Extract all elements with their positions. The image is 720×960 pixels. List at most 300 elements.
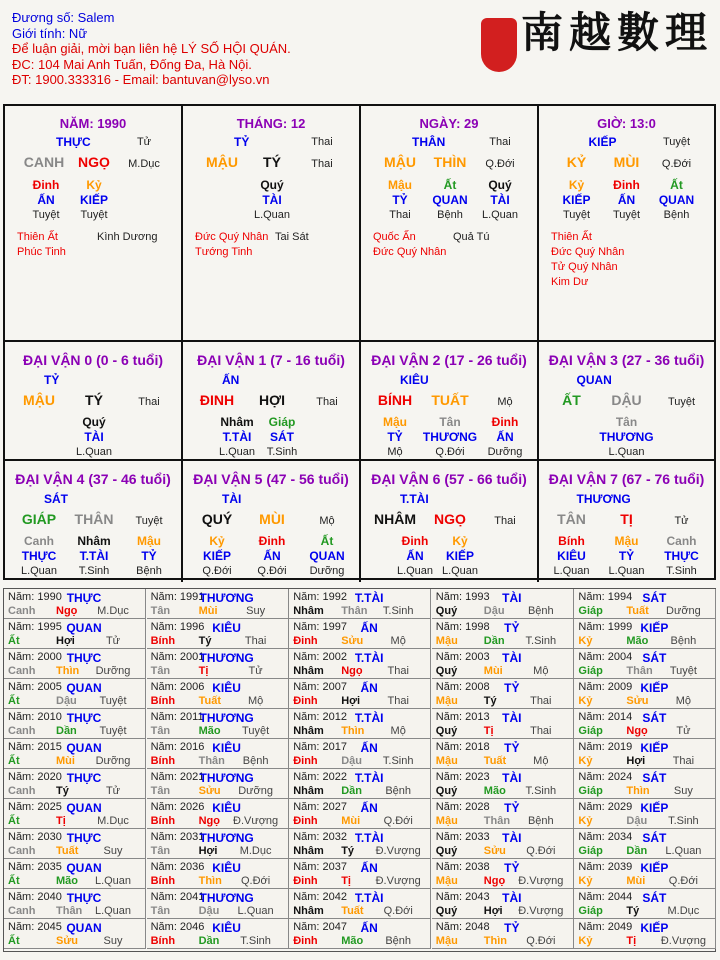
dv-hidden-can: Canh bbox=[24, 534, 54, 548]
dv-hidden-can: Mậu bbox=[614, 534, 639, 548]
pillar-title: NĂM: 1990 bbox=[59, 116, 127, 131]
year-can: Kỷ bbox=[578, 635, 593, 647]
year-cell bbox=[574, 589, 716, 619]
year-truong-sinh: Thai bbox=[530, 695, 552, 707]
than-sat: Phúc Tinh bbox=[17, 246, 66, 258]
thap-than: TỶ bbox=[234, 135, 250, 149]
than-sat: Kim Dư bbox=[551, 276, 589, 288]
year-can: Nhâm bbox=[293, 785, 324, 797]
year-thap-than: ẤN bbox=[360, 681, 378, 695]
year-chi: Tý bbox=[56, 785, 69, 797]
dai-van-title: ĐẠI VẬN 4 (37 - 46 tuổi) bbox=[15, 471, 171, 487]
year-can: Giáp bbox=[578, 665, 603, 677]
dai-van-title: ĐẠI VẬN 6 (57 - 66 tuổi) bbox=[371, 471, 527, 487]
year-truong-sinh: Tuyệt bbox=[99, 725, 127, 737]
dia-chi: TÝ bbox=[263, 154, 281, 170]
than-sat: Kình Dương bbox=[97, 231, 158, 243]
year-can: Tân bbox=[150, 665, 171, 677]
year-label: Năm: 2017 bbox=[293, 741, 347, 753]
year-truong-sinh: Bệnh bbox=[670, 635, 697, 647]
annual-table bbox=[3, 588, 716, 952]
year-thap-than: SÁT bbox=[642, 831, 667, 845]
dv-hidden-ts: L.Quan bbox=[75, 446, 113, 458]
year-truong-sinh: Tử bbox=[105, 635, 121, 647]
seal-stamp bbox=[481, 18, 517, 72]
year-can: Tân bbox=[150, 725, 171, 737]
year-truong-sinh: Đ.Vượng bbox=[518, 875, 564, 887]
year-cell bbox=[574, 739, 716, 769]
year-thap-than: T.TÀI bbox=[354, 591, 384, 605]
year-label: Năm: 2029 bbox=[578, 801, 633, 813]
dv-hidden-ts: T.Sinh bbox=[266, 446, 298, 458]
year-thap-than: TỶ bbox=[504, 861, 520, 875]
year-label: Năm: 2003 bbox=[435, 651, 490, 663]
hidden-truong-sinh: Bệnh bbox=[663, 209, 690, 221]
year-cell bbox=[147, 769, 289, 799]
year-label: Năm: 2044 bbox=[578, 891, 633, 903]
than-sat: Quả Tú bbox=[453, 231, 490, 243]
dv-hidden-ts: Q.Đới bbox=[202, 565, 232, 577]
year-chi: Thìn bbox=[56, 665, 80, 677]
year-cell bbox=[147, 649, 289, 679]
year-label: Năm: 2032 bbox=[293, 831, 347, 843]
year-chi: Mùi bbox=[56, 755, 75, 767]
year-can: Quý bbox=[435, 905, 458, 917]
year-truong-sinh: M.Dục bbox=[97, 605, 129, 617]
year-cell bbox=[574, 679, 716, 709]
hidden-can: Đinh bbox=[32, 178, 60, 192]
year-truong-sinh: T.Sinh bbox=[382, 605, 414, 617]
year-thap-than: THƯƠNG bbox=[199, 771, 254, 785]
year-cell bbox=[147, 799, 289, 829]
year-truong-sinh: T.Sinh bbox=[525, 635, 557, 647]
year-can: Mậu bbox=[435, 935, 458, 947]
dv-hidden-can: Quý bbox=[82, 415, 106, 429]
dv-hidden-thap: T.TÀI bbox=[79, 549, 109, 563]
year-label: Năm: 2034 bbox=[578, 831, 633, 843]
year-truong-sinh: Mộ bbox=[390, 635, 406, 647]
year-truong-sinh: Đ.Vượng bbox=[518, 905, 564, 917]
year-label: Năm: 1997 bbox=[293, 621, 347, 633]
dv-chi: HỢI bbox=[259, 392, 285, 408]
year-truong-sinh: Q.Đới bbox=[383, 815, 413, 827]
year-thap-than: KIÊU bbox=[212, 921, 241, 935]
year-chi: Thìn bbox=[341, 725, 365, 737]
year-cell bbox=[4, 649, 146, 679]
year-can: Quý bbox=[435, 605, 458, 617]
dv-thap-than: T.TÀI bbox=[400, 492, 429, 506]
hidden-thap-than: ẤN bbox=[617, 193, 636, 207]
dv-hidden-ts: Mộ bbox=[387, 446, 403, 458]
thien-can: CANH bbox=[23, 154, 65, 170]
dv-hidden-ts: L.Quan bbox=[608, 565, 645, 577]
year-thap-than: TỶ bbox=[504, 621, 520, 635]
dai-van-cell bbox=[539, 342, 714, 461]
year-label: Năm: 2015 bbox=[8, 741, 62, 753]
duong-so: Đương số: Salem bbox=[12, 10, 115, 25]
year-chi: Sửu bbox=[483, 845, 506, 857]
year-label: Năm: 2008 bbox=[435, 681, 490, 693]
year-label: Năm: 2023 bbox=[435, 771, 490, 783]
year-chi: Tị bbox=[341, 875, 351, 887]
year-thap-than: KIÊU bbox=[212, 621, 241, 635]
year-cell bbox=[147, 859, 289, 889]
year-truong-sinh: Q.Đới bbox=[240, 875, 271, 887]
year-cell bbox=[574, 799, 716, 829]
year-cell bbox=[432, 649, 574, 679]
dai-van-cell bbox=[361, 342, 539, 461]
year-truong-sinh: Tử bbox=[105, 785, 121, 797]
dv-hidden-can: Mậu bbox=[383, 415, 407, 429]
year-label: Năm: 1991 bbox=[150, 591, 205, 603]
dv-hidden-thap: THỰC bbox=[664, 549, 699, 563]
year-cell bbox=[289, 619, 431, 649]
year-thap-than: KIẾP bbox=[640, 861, 669, 875]
year-chi: Mùi bbox=[626, 875, 646, 887]
year-thap-than: TỶ bbox=[504, 681, 520, 695]
dv-hidden-thap: THƯƠNG bbox=[599, 430, 654, 444]
year-chi: Ngọ bbox=[626, 725, 648, 737]
year-label: Năm: 2005 bbox=[8, 681, 62, 693]
year-thap-than: ẤN bbox=[360, 741, 378, 755]
year-thap-than: T.TÀI bbox=[354, 651, 384, 665]
year-can: Giáp bbox=[578, 845, 603, 857]
year-chi: Mão bbox=[626, 635, 649, 647]
year-cell bbox=[4, 589, 146, 619]
hidden-thap-than: QUAN bbox=[432, 193, 468, 207]
thien-can: MẬU bbox=[384, 154, 416, 170]
year-truong-sinh: Q.Đới bbox=[526, 845, 556, 857]
year-can: Mậu bbox=[435, 635, 458, 647]
dv-hidden-ts: L.Quan bbox=[20, 565, 58, 577]
year-cell bbox=[289, 739, 431, 769]
year-truong-sinh: Q.Đới bbox=[526, 935, 556, 947]
year-chi: Sửu bbox=[626, 695, 649, 707]
year-label: Năm: 2041 bbox=[150, 891, 205, 903]
year-thap-than: THỰC bbox=[66, 651, 102, 665]
year-cell bbox=[4, 679, 146, 709]
year-thap-than: KIÊU bbox=[212, 801, 241, 815]
year-thap-than: TỶ bbox=[504, 921, 520, 935]
dv-thap-than: KIÊU bbox=[400, 373, 429, 387]
year-chi: Dần bbox=[626, 845, 648, 857]
year-truong-sinh: Q.Đới bbox=[383, 905, 413, 917]
year-cell bbox=[4, 739, 146, 769]
than-sat: Quốc Ấn bbox=[373, 231, 416, 243]
pillar-cell bbox=[539, 106, 714, 342]
dv-truong-sinh: Mộ bbox=[319, 515, 335, 527]
year-can: Nhâm bbox=[293, 605, 324, 617]
year-truong-sinh: Mộ bbox=[533, 755, 549, 767]
year-can: Quý bbox=[435, 725, 458, 737]
hidden-can: Quý bbox=[260, 178, 284, 192]
hidden-truong-sinh: Tuyệt bbox=[32, 209, 60, 221]
year-truong-sinh: T.Sinh bbox=[668, 815, 699, 827]
dv-hidden-ts: L.Quan bbox=[218, 446, 256, 458]
year-can: Kỷ bbox=[578, 755, 593, 767]
hidden-truong-sinh: L.Quan bbox=[253, 209, 291, 221]
year-chi: Thân bbox=[56, 905, 83, 917]
hidden-can: Mậu bbox=[388, 178, 412, 192]
year-label: Năm: 2014 bbox=[578, 711, 633, 723]
year-label: Năm: 1992 bbox=[293, 591, 347, 603]
year-truong-sinh: Suy bbox=[673, 785, 693, 797]
hidden-thap-than: TÀI bbox=[262, 193, 282, 207]
than-sat: Tử Quý Nhân bbox=[551, 261, 618, 273]
dv-chi: TUẤT bbox=[431, 392, 469, 408]
year-truong-sinh: Bệnh bbox=[527, 605, 554, 617]
year-label: Năm: 1995 bbox=[8, 621, 62, 633]
year-label: Năm: 2037 bbox=[293, 861, 347, 873]
year-thap-than: KIẾP bbox=[640, 681, 669, 695]
year-label: Năm: 2038 bbox=[435, 861, 490, 873]
year-chi: Dậu bbox=[198, 905, 220, 917]
truong-sinh-chi: Thai bbox=[311, 158, 333, 170]
year-can: Bính bbox=[150, 935, 176, 947]
year-thap-than: KIẾP bbox=[640, 921, 669, 935]
year-thap-than: SÁT bbox=[642, 711, 667, 725]
year-chi: Tị bbox=[626, 935, 637, 947]
year-can: Canh bbox=[8, 725, 36, 737]
year-truong-sinh: T.Sinh bbox=[382, 755, 414, 767]
year-can: Ất bbox=[8, 635, 20, 647]
year-cell bbox=[4, 889, 146, 919]
dia-chi: MÙI bbox=[613, 154, 640, 170]
dv-can: ĐINH bbox=[199, 392, 235, 408]
year-truong-sinh: L.Quan bbox=[665, 845, 702, 857]
year-label: Năm: 2006 bbox=[150, 681, 205, 693]
year-can: Quý bbox=[435, 785, 458, 797]
year-cell bbox=[432, 679, 574, 709]
year-label: Năm: 2033 bbox=[435, 831, 490, 843]
year-truong-sinh: Bệnh bbox=[385, 935, 412, 947]
dv-hidden-thap: TỶ bbox=[141, 549, 157, 563]
year-thap-than: THỰC bbox=[66, 891, 102, 905]
dv-hidden-can: Đinh bbox=[258, 534, 286, 548]
dv-hidden-ts: Q.Đới bbox=[435, 446, 465, 458]
year-label: Năm: 2024 bbox=[578, 771, 633, 783]
dv-thap-than: TỶ bbox=[44, 373, 60, 387]
year-thap-than: T.TÀI bbox=[354, 831, 384, 845]
than-sat: Thiên Ất bbox=[551, 231, 592, 243]
dv-hidden-ts: T.Sinh bbox=[78, 565, 110, 577]
chart-grid bbox=[3, 104, 716, 580]
hidden-can: Kỷ bbox=[86, 178, 102, 192]
year-chi: Thân bbox=[626, 665, 653, 677]
dv-hidden-can: Đinh bbox=[401, 534, 429, 548]
thap-than: KIẾP bbox=[588, 135, 617, 149]
year-truong-sinh: Tuyệt bbox=[242, 725, 270, 737]
year-thap-than: ẤN bbox=[360, 801, 378, 815]
truong-sinh-chi: M.Dục bbox=[128, 158, 160, 170]
year-cell bbox=[147, 679, 289, 709]
dv-chi: DẬU bbox=[611, 392, 642, 408]
dv-truong-sinh: Thai bbox=[494, 515, 516, 527]
year-chi: Tuất bbox=[341, 905, 364, 917]
year-cell bbox=[432, 919, 574, 949]
dv-hidden-thap: KIẾP bbox=[202, 549, 232, 563]
dv-hidden-thap: QUAN bbox=[309, 549, 345, 563]
dv-can: BÍNH bbox=[377, 392, 413, 408]
year-thap-than: QUAN bbox=[66, 861, 102, 875]
year-truong-sinh: M.Dục bbox=[97, 815, 129, 827]
year-cell bbox=[289, 859, 431, 889]
than-sat: Tướng Tinh bbox=[195, 246, 253, 258]
dv-truong-sinh: Tuyệt bbox=[667, 396, 696, 408]
year-cell bbox=[147, 709, 289, 739]
year-label: Năm: 2009 bbox=[578, 681, 633, 693]
year-chi: Tuất bbox=[198, 695, 221, 707]
year-can: Mậu bbox=[435, 755, 458, 767]
hidden-truong-sinh: L.Quan bbox=[481, 209, 519, 221]
year-label: Năm: 1993 bbox=[435, 591, 490, 603]
dv-hidden-thap: SÁT bbox=[270, 430, 294, 444]
year-truong-sinh: T.Sinh bbox=[240, 935, 271, 947]
year-can: Ất bbox=[8, 815, 20, 827]
year-cell bbox=[147, 589, 289, 619]
year-label: Năm: 2020 bbox=[8, 771, 62, 783]
year-chi: Dần bbox=[56, 725, 77, 737]
year-truong-sinh: Suy bbox=[246, 605, 266, 617]
than-sat: Đức Quý Nhân bbox=[195, 231, 269, 243]
year-chi: Tý bbox=[626, 905, 640, 917]
dai-van-title: ĐẠI VẬN 0 (0 - 6 tuổi) bbox=[22, 352, 163, 368]
year-label: Năm: 2019 bbox=[578, 741, 633, 753]
year-can: Tân bbox=[150, 785, 171, 797]
dv-chi: TÝ bbox=[85, 392, 103, 408]
dv-hidden-thap: TÀI bbox=[84, 430, 104, 444]
year-chi: Dần bbox=[198, 935, 220, 947]
year-cell bbox=[147, 889, 289, 919]
year-cell bbox=[432, 619, 574, 649]
year-can: Canh bbox=[8, 845, 36, 857]
year-can: Canh bbox=[8, 605, 36, 617]
dv-hidden-can: Kỷ bbox=[452, 534, 468, 548]
pillar-cell bbox=[5, 106, 183, 342]
year-truong-sinh: Mộ bbox=[390, 725, 406, 737]
hidden-truong-sinh: Thai bbox=[389, 209, 411, 221]
dai-van-cell bbox=[5, 342, 183, 461]
year-truong-sinh: Đ.Vượng bbox=[660, 935, 706, 947]
year-chi: Sửu bbox=[56, 935, 79, 947]
year-thap-than: QUAN bbox=[66, 741, 102, 755]
year-cell bbox=[574, 889, 716, 919]
dv-truong-sinh: Thai bbox=[316, 396, 338, 408]
year-truong-sinh: Bệnh bbox=[385, 785, 412, 797]
year-truong-sinh: Tuyệt bbox=[669, 665, 697, 677]
year-chi: Tý bbox=[198, 635, 212, 647]
dv-thap-than: TÀI bbox=[222, 492, 242, 506]
year-thap-than: KIẾP bbox=[640, 801, 669, 815]
logo: 南越數理 bbox=[521, 8, 714, 57]
year-thap-than: TỶ bbox=[504, 741, 520, 755]
year-truong-sinh: Suy bbox=[103, 935, 123, 947]
year-cell bbox=[147, 739, 289, 769]
year-thap-than: THƯƠNG bbox=[199, 891, 254, 905]
year-thap-than: THỰC bbox=[66, 711, 102, 725]
year-chi: Dậu bbox=[56, 695, 77, 707]
year-label: Năm: 2047 bbox=[293, 921, 347, 933]
year-truong-sinh: L.Quan bbox=[94, 875, 132, 887]
year-thap-than: TÀI bbox=[502, 711, 522, 725]
dv-hidden-ts: Q.Đới bbox=[257, 565, 287, 577]
dv-hidden-thap: KIẾP bbox=[445, 549, 475, 563]
hidden-thap-than: QUAN bbox=[658, 193, 695, 207]
year-chi: Sửu bbox=[198, 785, 221, 797]
year-can: Giáp bbox=[578, 905, 603, 917]
dv-hidden-can: Nhâm bbox=[77, 534, 111, 548]
year-thap-than: ẤN bbox=[360, 861, 378, 875]
header bbox=[12, 10, 291, 88]
year-truong-sinh: T.Sinh bbox=[525, 785, 557, 797]
year-can: Kỷ bbox=[578, 875, 593, 887]
year-chi: Thìn bbox=[483, 935, 508, 947]
year-chi: Mão bbox=[198, 725, 221, 737]
year-label: Năm: 2039 bbox=[578, 861, 633, 873]
year-truong-sinh: Mộ bbox=[533, 665, 549, 677]
dai-van-title: ĐẠI VẬN 5 (47 - 56 tuổi) bbox=[193, 471, 349, 487]
dv-hidden-can: Giáp bbox=[268, 415, 296, 429]
year-truong-sinh: Thai bbox=[244, 635, 267, 647]
year-chi: Tuất bbox=[626, 605, 649, 617]
year-thap-than: T.TÀI bbox=[354, 891, 384, 905]
year-cell bbox=[432, 589, 574, 619]
year-cell bbox=[432, 709, 574, 739]
year-chi: Thân bbox=[483, 815, 511, 827]
year-cell bbox=[432, 769, 574, 799]
year-chi: Tị bbox=[56, 815, 66, 827]
dv-hidden-ts: Dưỡng bbox=[487, 446, 523, 458]
dv-hidden-thap: ẤN bbox=[496, 430, 514, 444]
year-label: Năm: 2031 bbox=[150, 831, 205, 843]
year-chi: Mùi bbox=[341, 815, 361, 827]
dv-can: ẤT bbox=[562, 392, 581, 408]
year-can: Tân bbox=[150, 605, 171, 617]
pillar-cell bbox=[183, 106, 361, 342]
dai-van-title: ĐẠI VẬN 2 (17 - 26 tuổi) bbox=[371, 352, 527, 368]
year-can: Giáp bbox=[578, 725, 603, 737]
year-can: Đinh bbox=[293, 815, 318, 827]
year-truong-sinh: Bệnh bbox=[527, 815, 554, 827]
dv-hidden-ts: L.Quan bbox=[441, 565, 479, 577]
year-label: Năm: 2042 bbox=[293, 891, 347, 903]
hidden-thap-than: TÀI bbox=[490, 193, 510, 207]
year-chi: Dậu bbox=[483, 605, 505, 617]
year-label: Năm: 1990 bbox=[8, 591, 62, 603]
hidden-thap-than: KIẾP bbox=[562, 193, 591, 207]
year-truong-sinh: Thai bbox=[387, 695, 409, 707]
year-cell bbox=[4, 709, 146, 739]
year-truong-sinh: Đ.Vượng bbox=[233, 815, 279, 827]
truong-sinh: Tuyệt bbox=[662, 136, 691, 148]
year-cell bbox=[574, 619, 716, 649]
year-can: Ất bbox=[8, 695, 20, 707]
year-label: Năm: 2028 bbox=[435, 801, 490, 813]
year-thap-than: KIÊU bbox=[212, 861, 241, 875]
dv-hidden-can: Mậu bbox=[137, 534, 161, 548]
year-label: Năm: 1999 bbox=[578, 621, 633, 633]
year-cell bbox=[289, 649, 431, 679]
year-label: Năm: 2049 bbox=[578, 921, 633, 933]
dv-hidden-can: Đinh bbox=[491, 415, 519, 429]
dv-hidden-thap: THƯƠNG bbox=[422, 430, 478, 444]
year-can: Nhâm bbox=[293, 845, 324, 857]
thien-can: MẬU bbox=[206, 154, 238, 170]
year-cell bbox=[574, 829, 716, 859]
dv-chi: MÙI bbox=[259, 511, 285, 527]
hidden-can: Quý bbox=[488, 178, 512, 192]
dai-van-title: ĐẠI VẬN 3 (27 - 36 tuổi) bbox=[548, 352, 705, 368]
